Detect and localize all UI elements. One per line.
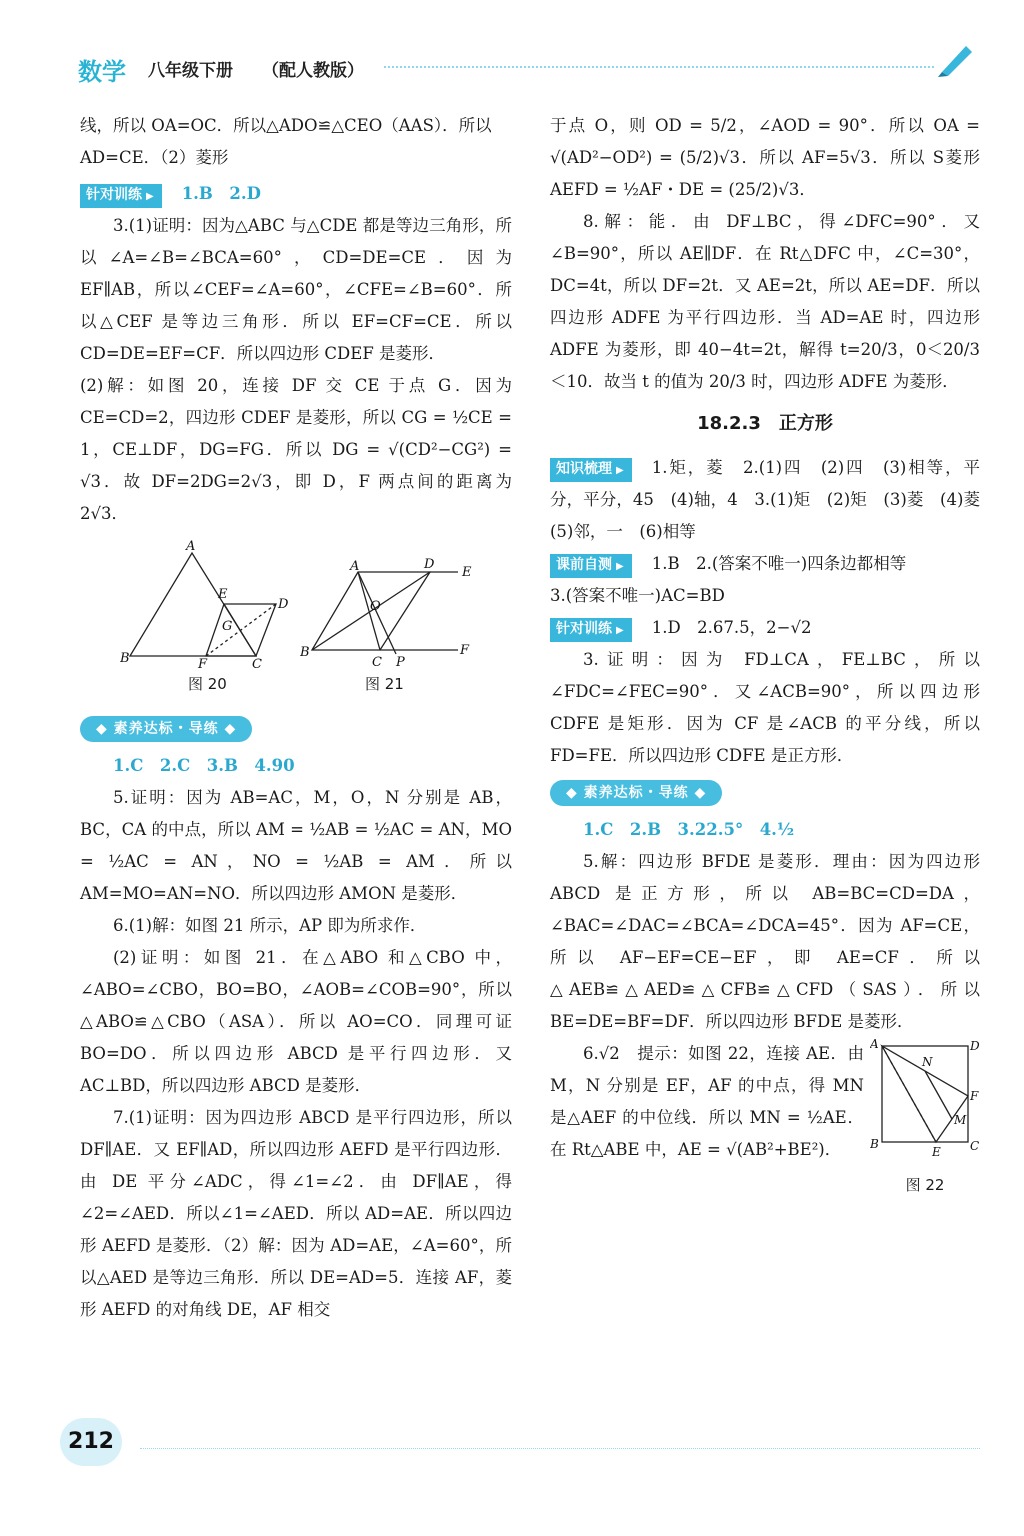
section-pill: ◆ 素养达标・导练 ◆ xyxy=(80,716,252,742)
grade-label: 八年级下册 xyxy=(148,61,233,81)
question-3: 3.证明：因为 FD⊥CA，FE⊥BC，所以∠FDC=∠FEC=90°．又∠ACB=90°，所以四边形 CDFE 是矩形．因为 CF 是∠ACB 的平分线，所以 FD=FE．所以四边形 CDFE 是正方形． xyxy=(550,650,980,765)
svg-text:C: C xyxy=(252,657,262,668)
pen-icon xyxy=(936,38,976,78)
svg-text:F: F xyxy=(970,1089,979,1103)
question-3b: (2)解：如图 20，连接 DF 交 CE 于点 G．因为 CE=CD=2，四边形 CDEF 是菱形，所以 CG = ½CE = 1，CE⊥DF，DG=FG．所以 DG = √(CD²−CG²) = √3．故 DF=2DG=2√3，即 D，F 两点间的距离为 2√3． xyxy=(80,376,512,523)
figure-21-diagram xyxy=(300,558,500,668)
answer-row xyxy=(80,178,512,210)
svg-text:C: C xyxy=(970,1139,980,1153)
question-6-block xyxy=(550,1038,980,1194)
svg-text:P: P xyxy=(396,655,405,668)
svg-text:B: B xyxy=(300,645,310,660)
svg-text:B: B xyxy=(120,651,130,666)
svg-text:E: E xyxy=(932,1145,941,1158)
answers: 1.D 2.67.5，2−√2 xyxy=(651,618,812,637)
svg-text:D: D xyxy=(424,558,435,572)
svg-text:B: B xyxy=(870,1137,879,1151)
svg-text:A: A xyxy=(350,559,360,574)
svg-text:M: M xyxy=(954,1113,967,1127)
header-divider xyxy=(384,66,934,68)
svg-text:C: C xyxy=(372,655,382,668)
answer-row xyxy=(550,612,980,644)
figure-21-caption: 图 21 xyxy=(365,675,404,693)
figure-20-caption: 图 20 xyxy=(188,675,227,693)
figure-20-diagram xyxy=(120,538,300,668)
svg-text:A: A xyxy=(186,539,196,554)
svg-text:N: N xyxy=(922,1055,933,1069)
subject-title: 数学 xyxy=(78,58,126,86)
section-pill: ◆ 素养达标・导练 ◆ xyxy=(550,780,722,806)
question-5: 5.证明：因为 AB=AC，M，O，N 分别是 AB，BC，CA 的中点，所以 AM = ½AB = ½AC = AN，MO = ½AC = AN，NO = ½AB = AM．所以 AM=MO=AN=NO．所以四边形 AMON 是菱形． xyxy=(80,788,512,903)
answers: 1.B 2.D xyxy=(181,184,261,203)
question-6a: 6.(1)解：如图 21 所示，AP 即为所求作． xyxy=(113,916,427,935)
svg-text:F: F xyxy=(198,657,208,668)
answers: 1.矩，菱 2.(1)四 (2)四 (3)相等，平分，平分，45 (4)轴，4 3.(1)矩 (2)矩 (3)菱 (4)菱 (5)邻，一 (6)相等 xyxy=(550,458,997,541)
question-6b: (2)证明：如图 21．在△ABO 和△CBO 中，∠ABO=∠CBO，BO=BO，∠AOB=∠COB=90°，所以△ABO≌△CBO（ASA）．所以 AO=CO．同理可证 BO=DO．所以四边形 ABCD 是平行四边形．又 AC⊥BD，所以四边形 ABCD 是菱形． xyxy=(80,948,512,1095)
answer-row xyxy=(550,548,980,580)
page-number: 212 xyxy=(60,1418,122,1466)
question-3a: 3.(1)证明：因为△ABC 与△CDE 都是等边三角形，所以∠A=∠B=∠BCA=60°，CD=DE=CE．因为 EF∥AB，所以∠CEF=∠A=60°，∠CFE=∠B=60°．所以△CEF 是等边三角形．所以 EF=CF=CE．所以 CD=DE=EF=CF．所以四边形 CDEF 是菱形． xyxy=(80,216,512,363)
section-title: 18.2.3 正方形 xyxy=(697,413,833,434)
section-tag: 知识梳理 ▶ xyxy=(550,458,632,482)
svg-text:E: E xyxy=(218,587,228,602)
answers: 3.(答案不唯一)AC=BD xyxy=(550,586,725,605)
section-tag: 课前自测 ▶ xyxy=(550,554,632,578)
figure-22-caption: 图 22 xyxy=(905,1176,945,1194)
figures-20-21 xyxy=(80,538,512,708)
answers: 1.B 2.(答案不唯一)四条边都相等 xyxy=(651,554,907,573)
svg-text:G: G xyxy=(222,619,233,634)
svg-text:O: O xyxy=(370,599,381,614)
text-line: 线，所以 OA=OC．所以△ADO≌△CEO（AAS）．所以 xyxy=(80,116,492,135)
text-line: AD=CE．（2）菱形 xyxy=(80,148,229,167)
left-column xyxy=(80,110,512,1326)
answers: 1.C 2.B 3.22.5° 4.½ xyxy=(583,820,795,839)
section-tag: 针对训练 ▶ xyxy=(80,184,162,208)
figure-22-diagram xyxy=(870,1038,980,1158)
question-5: 5.解：四边形 BFDE 是菱形．理由：因为四边形 ABCD 是正方形，所以 AB=BC=CD=DA，∠BAC=∠DAC=∠BCA=∠DCA=45°．因为 AF=CE，所以 AF−EF=CE−EF，即 AE=CF．所以△AEB≌△AED≌△CFB≌△CFD（SAS）．所以 BE=DE=BF=DF．所以四边形 BFDE 是菱形． xyxy=(550,852,980,1031)
right-column xyxy=(550,110,997,1201)
figure-22 xyxy=(870,1038,980,1201)
svg-text:D: D xyxy=(970,1039,980,1053)
edition-label: （配人教版） xyxy=(262,61,364,81)
svg-text:E: E xyxy=(462,565,472,580)
answer-row xyxy=(550,452,997,548)
page-header xyxy=(0,0,1024,90)
footer-divider xyxy=(140,1448,980,1449)
question-7: 7.(1)证明：因为四边形 ABCD 是平行四边形，所以 DF∥AE．又 EF∥AD，所以四边形 AEFD 是平行四边形．由 DE 平分∠ADC，得∠1=∠2．由 DF∥AE，得∠2=∠AED．所以∠1=∠AED．所以 AD=AE．所以四边形 AEFD 是菱形．（2）解：因为 AD=AE，∠A=60°，所以△AED 是等边三角形．所以 DE=AD=5．连接 AF，菱形 AEFD 的对角线 DE，AF 相交 xyxy=(80,1108,512,1319)
svg-text:A: A xyxy=(870,1038,879,1051)
question-8: 8.解：能．由 DF⊥BC，得∠DFC=90°．又∠B=90°，所以 AE∥DF．在 Rt△DFC 中，∠C=30°，DC=4t，所以 DF=2t．又 AE=2t，所以 AE=DF．所以四边形 ADFE 为平行四边形．当 AD=AE 时，四边形 ADFE 为菱形，即 40−4t=2t，解得 t=20/3，0＜20/3＜10．故当 t 的值为 20/3 时，四边形 ADFE 为菱形． xyxy=(550,212,980,391)
answers: 1.C 2.C 3.B 4.90 xyxy=(113,756,295,775)
question-6: 6.√2 提示：如图 22，连接 AE．由 M，N 分别是 EF，AF 的中点，得 MN 是△AEF 的中位线．所以 MN = ½AE．在 Rt△ABE 中，AE = √(AB²+BE²)． xyxy=(550,1044,864,1159)
text-line: 于点 O，则 OD = 5/2，∠AOD = 90°．所以 OA = √(AD²−OD²) = (5/2)√3．所以 AF=5√3．所以 S菱形AEFD = ½AF・DE = (25/2)√3． xyxy=(550,116,980,199)
svg-text:D: D xyxy=(278,597,289,612)
svg-text:F: F xyxy=(460,643,470,658)
section-tag: 针对训练 ▶ xyxy=(550,618,632,642)
